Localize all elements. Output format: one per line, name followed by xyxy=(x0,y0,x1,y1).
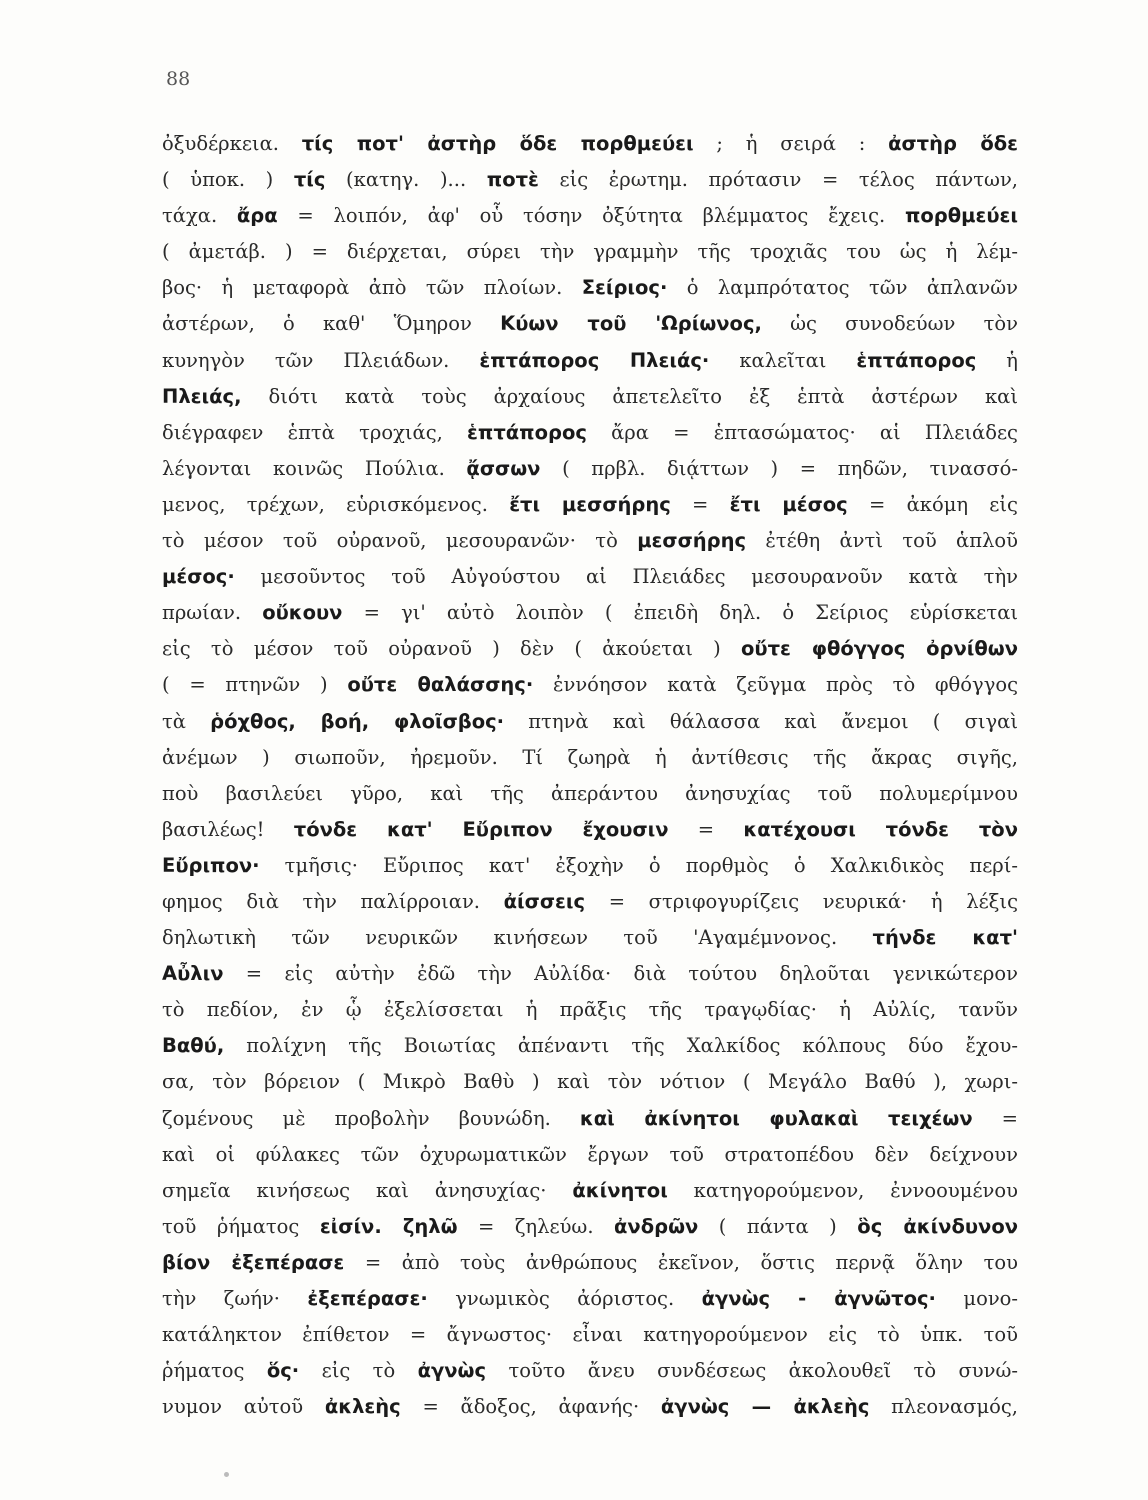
gloss-text: ποὺ βασιλεύει γῦρο, καὶ τῆς ἀπεράντου ἀνησυχίας τοῦ πολυμερίμνου xyxy=(162,781,1018,805)
lemma-term: τίς ποτ' ἀστὴρ ὅδε πορθμεύει xyxy=(301,132,694,155)
gloss-text: τὴν ζωήν· xyxy=(162,1287,308,1310)
text-line xyxy=(162,920,1018,956)
lemma-term: Κύων τοῦ 'Ωρίωνος, xyxy=(500,312,762,336)
gloss-text: = στριφογυρίζεις νευρικά· ἡ λέξις xyxy=(585,889,1018,913)
gloss-text: = xyxy=(670,492,730,516)
gloss-text: = εἰς αὐτὴν ἐδῶ τὴν Αὐλίδα· διὰ τούτου δηλοῦται γενικώτερον xyxy=(223,962,1018,986)
gloss-text: πρωίαν. xyxy=(162,601,263,625)
gloss-text: ὀξυδέρκεια. xyxy=(162,132,302,155)
lemma-term: ἀνδρῶν xyxy=(614,1214,699,1238)
gloss-text: τοῦτο ἄνευ συνδέσεως ἀκολουθεῖ τὸ συνώ- xyxy=(486,1359,1018,1383)
lemma-term: ἀκίνητοι xyxy=(572,1178,668,1202)
text-line xyxy=(162,1028,1018,1064)
text-line xyxy=(162,306,1018,342)
gloss-text: βασιλέως! xyxy=(162,817,294,841)
gloss-text: τάχα. xyxy=(162,204,237,228)
gloss-text: ( πάντα ) xyxy=(698,1214,858,1238)
lemma-term: ἀίσσεις xyxy=(503,889,586,913)
print-speck xyxy=(224,1472,229,1477)
lemma-term: ᾄσσων xyxy=(466,456,541,480)
commentary-text xyxy=(162,126,1018,1425)
gloss-text: ῥήματος xyxy=(162,1359,267,1383)
text-line xyxy=(162,1245,1018,1281)
text-line xyxy=(162,595,1018,631)
gloss-text: μενος, τρέχων, εὑρισκόμενος. xyxy=(162,492,510,516)
gloss-text: γνωμικὸς ἀόριστος. xyxy=(427,1287,702,1310)
gloss-text: κυνηγὸν τῶν Πλειάδων. xyxy=(162,348,480,372)
gloss-text: μονο- xyxy=(935,1287,1018,1310)
gloss-text: τὰ xyxy=(162,709,211,733)
gloss-text: ( ἀμετάβ. ) = διέρχεται, σύρει τὴν γραμμὴν τῆς τροχιᾶς του ὡς ἡ λέμ- xyxy=(162,240,1018,264)
gloss-text: καλεῖται xyxy=(709,348,857,372)
gloss-text: εἰς τὸ μέσον τοῦ οὐρανοῦ ) δὲν ( ἀκούεται ) xyxy=(162,637,742,661)
lemma-term: Βαθύ, xyxy=(162,1034,225,1058)
lemma-term: τόνδε κατ' Εὔριπον ἔχουσιν xyxy=(293,817,669,841)
lemma-term: οὔτε θαλάσσης· xyxy=(347,673,534,697)
gloss-text: φημος διὰ τὴν παλίρροιαν. xyxy=(162,889,504,913)
lemma-term: τίς xyxy=(293,168,326,192)
lemma-term: εἰσίν. ζηλῶ xyxy=(319,1214,458,1238)
gloss-text: σα, τὸν βόρειον ( Μικρὸ Βαθὺ ) καὶ τὸν νότιον ( Μεγάλο Βαθύ ), χωρι- xyxy=(162,1070,1018,1094)
text-line xyxy=(162,848,1018,884)
text-line xyxy=(162,1317,1018,1353)
gloss-text: ἀνέμων ) σιωποῦν, ἠρεμοῦν. Τί ζωηρὰ ἡ ἀντίθεσις τῆς ἄκρας σιγῆς, xyxy=(162,745,1018,769)
lemma-term: οὔτε φθόγγος ὀρνίθων xyxy=(741,637,1018,661)
gloss-text: κατάληκτον ἐπίθετον = ἄγνωστος· εἶναι κατηγορούμενον εἰς τὸ ὑπκ. τοῦ xyxy=(162,1323,1018,1347)
text-line xyxy=(162,234,1018,270)
gloss-text: νυμον αὐτοῦ xyxy=(162,1395,325,1419)
text-line xyxy=(162,740,1018,776)
gloss-text: ἐτέθη ἀντὶ τοῦ ἁπλοῦ xyxy=(746,529,1018,553)
gloss-text: μεσοῦντος τοῦ Αὐγούστου αἱ Πλειάδες μεσουρανοῦν κατὰ τὴν xyxy=(234,565,1018,589)
lemma-term: Αὖλιν xyxy=(162,962,224,986)
text-line xyxy=(162,992,1018,1028)
text-line xyxy=(162,1064,1018,1100)
gloss-text: τὸ μέσον τοῦ οὐρανοῦ, μεσουρανῶν· τὸ xyxy=(162,529,638,553)
lemma-term: ἄρα xyxy=(236,204,278,228)
text-line xyxy=(162,884,1018,920)
gloss-text: ἡ xyxy=(976,348,1018,372)
gloss-text: δηλωτικὴ τῶν νευρικῶν κινήσεων τοῦ 'Αγαμέμνονος. xyxy=(162,926,873,950)
lemma-term: Σείριος· xyxy=(581,276,668,300)
lemma-term: ἀγνὼς - ἀγνῶτος· xyxy=(701,1287,936,1310)
lemma-term: ποτὲ xyxy=(486,168,539,192)
text-line xyxy=(162,270,1018,306)
gloss-text: = λοιπόν, ἀφ' οὗ τόσην ὀξύτητα βλέμματος ἔχεις. xyxy=(277,204,905,228)
gloss-text: τοῦ ῥήματος xyxy=(162,1214,320,1238)
gloss-text: = γι' αὐτὸ λοιπὸν ( ἐπειδὴ δηλ. ὁ Σείριος εὑρίσκεται xyxy=(342,601,1018,625)
text-line xyxy=(162,812,1018,848)
lemma-term: ἑπτάπορος xyxy=(856,348,977,372)
text-line xyxy=(162,956,1018,992)
gloss-text: πτηνὰ καὶ θάλασσα καὶ ἄνεμοι ( σιγαὶ xyxy=(504,709,1018,733)
gloss-text: τὸ πεδίον, ἐν ᾧ ἐξελίσσεται ἡ πρᾶξις τῆς τραγῳδίας· ἡ Αὐλίς, τανῦν xyxy=(162,998,1018,1022)
gloss-text: λέγονται κοινῶς Πούλια. xyxy=(162,456,467,480)
lemma-term: ἐξεπέρασε· xyxy=(307,1287,428,1310)
gloss-text: = ἀκόμη εἰς xyxy=(847,492,1018,516)
gloss-text: εἰς ἐρωτημ. πρότασιν = τέλος πάντων, xyxy=(538,168,1018,192)
text-line xyxy=(162,1281,1018,1317)
gloss-text: σημεῖα κινήσεως καὶ ἀνησυχίας· xyxy=(162,1178,573,1202)
gloss-text: διέγραφεν ἑπτὰ τροχιάς, xyxy=(162,420,468,444)
text-line xyxy=(162,776,1018,812)
text-line xyxy=(162,487,1018,523)
lemma-term: μέσος· xyxy=(162,565,235,589)
text-line xyxy=(162,667,1018,703)
gloss-text: ὁ λαμπρότατος τῶν ἀπλανῶν xyxy=(667,276,1018,300)
text-line xyxy=(162,523,1018,559)
gloss-text: τμῆσις· Εὔριπος κατ' ἐξοχὴν ὁ πορθμὸς ὁ Χαλκιδικὸς περί- xyxy=(259,853,1018,877)
text-line xyxy=(162,198,1018,234)
text-line xyxy=(162,415,1018,451)
gloss-text: πλεονασμός, xyxy=(869,1395,1018,1419)
lemma-term: κατέχουσι τόνδε τὸν xyxy=(743,817,1018,841)
gloss-text: = ἀπὸ τοὺς ἀνθρώπους ἐκεῖνον, ὅστις περνᾷ ὅλην του xyxy=(344,1250,1018,1274)
lemma-term: Εὔριπον· xyxy=(162,853,260,877)
page-number: 88 xyxy=(166,68,191,90)
text-line xyxy=(162,379,1018,415)
text-line xyxy=(162,1353,1018,1389)
gloss-text: βος· ἡ μεταφορὰ ἀπὸ τῶν πλοίων. xyxy=(162,276,582,300)
text-line xyxy=(162,704,1018,740)
text-line xyxy=(162,1137,1018,1173)
lemma-term: τήνδε κατ' xyxy=(872,926,1018,950)
gloss-text: ( πρβλ. διᾴττων ) = πηδῶν, τινασσό- xyxy=(540,456,1018,480)
gloss-text: ζομένους μὲ προβολὴν βουνώδη. xyxy=(162,1106,580,1130)
lemma-term: μεσσήρης xyxy=(637,529,747,553)
gloss-text: κατηγορούμενον, ἐννοουμένου xyxy=(667,1178,1018,1202)
lemma-term: ἑπτάπορος xyxy=(467,420,587,444)
lemma-term: οὔκουν xyxy=(262,601,343,625)
gloss-text: διότι κατὰ τοὺς ἀρχαίους ἀπετελεῖτο ἐξ ἑπτὰ ἀστέρων καὶ xyxy=(241,384,1018,408)
gloss-text: = ἄδοξος, ἀφανής· xyxy=(400,1395,661,1419)
gloss-text: (κατηγ. )... xyxy=(325,168,487,192)
text-line xyxy=(162,559,1018,595)
text-line xyxy=(162,1101,1018,1137)
lemma-term: ἀγνὼς xyxy=(417,1359,487,1383)
text-line xyxy=(162,126,1018,162)
lemma-term: βίον ἐξεπέρασε xyxy=(162,1250,345,1274)
gloss-text: πολίχνη τῆς Βοιωτίας ἀπέναντι τῆς Χαλκίδος κόλπους δύο ἔχου- xyxy=(224,1034,1018,1058)
gloss-text: εἰς τὸ xyxy=(299,1359,418,1383)
lemma-term: ἑπτάπορος Πλειάς· xyxy=(479,348,710,372)
gloss-text: = ζηλεύω. xyxy=(457,1214,615,1238)
text-line xyxy=(162,1173,1018,1209)
gloss-text: ; ἡ σειρά : xyxy=(693,132,889,155)
lemma-term: ὃς ἀκίνδυνον xyxy=(857,1214,1018,1238)
text-line xyxy=(162,631,1018,667)
text-line xyxy=(162,1389,1018,1425)
gloss-text: ( = πτηνῶν ) xyxy=(162,673,348,697)
text-line xyxy=(162,451,1018,487)
lemma-term: πορθμεύει xyxy=(904,204,1018,228)
gloss-text: ἀστέρων, ὁ καθ' Ὅμηρον xyxy=(162,312,501,336)
lemma-term: ὅς· xyxy=(266,1359,300,1383)
gloss-text: ἄρα = ἑπτασώματος· αἱ Πλειάδες xyxy=(586,420,1018,444)
gloss-text: = xyxy=(668,817,744,841)
gloss-text: καὶ οἱ φύλακες τῶν ὀχυρωματικῶν ἔργων τοῦ στρατοπέδου δὲν δείχνουν xyxy=(162,1142,1018,1166)
text-line xyxy=(162,162,1018,198)
lemma-term: ἀγνὼς — ἀκλεὴς xyxy=(660,1395,870,1419)
gloss-text: ( ὑποκ. ) xyxy=(162,168,294,192)
lemma-term: ἀκλεὴς xyxy=(324,1395,401,1419)
text-line xyxy=(162,343,1018,379)
lemma-term: Πλειάς, xyxy=(162,384,242,408)
gloss-text: = xyxy=(972,1106,1018,1130)
lemma-term: καὶ ἀκίνητοι φυλακαὶ τειχέων xyxy=(579,1106,973,1130)
gloss-text: ὡς συνοδεύων τὸν xyxy=(761,312,1018,336)
text-line xyxy=(162,1209,1018,1245)
lemma-term: ἔτι μέσος xyxy=(729,492,848,516)
lemma-term: ῥόχθος, βοή, φλοῖσβος· xyxy=(210,709,505,733)
lemma-term: ἀστὴρ ὅδε xyxy=(888,132,1018,155)
gloss-text: ἐννόησον κατὰ ζεῦγμα πρὸς τὸ φθόγγος xyxy=(533,673,1018,697)
lemma-term: ἔτι μεσσήρης xyxy=(509,492,671,516)
